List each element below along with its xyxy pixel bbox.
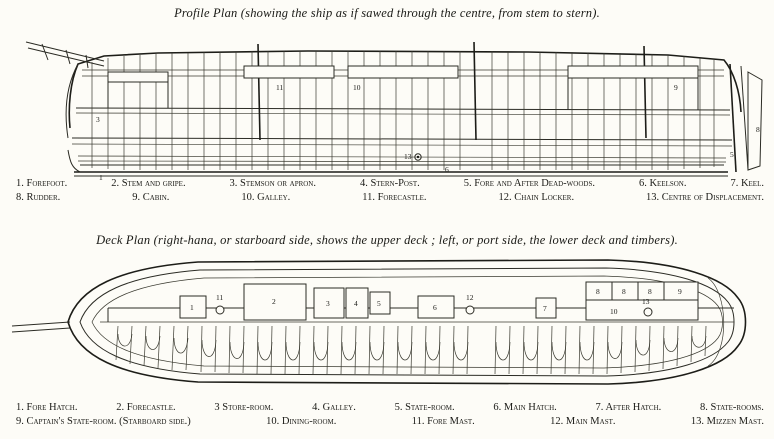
legend-item: 5. Fore and After Dead-woods. <box>463 178 595 189</box>
deck-callout-8b: 8 <box>622 287 626 296</box>
deck-callout-8a: 8 <box>596 287 600 296</box>
deck-callout-6: 6 <box>433 303 437 312</box>
legend-item: 12. Chain Locker. <box>498 192 575 203</box>
legend-item: 1. Fore Hatch. <box>16 402 78 413</box>
deck-callout-10: 10 <box>610 307 618 316</box>
deck-callout-4: 4 <box>354 299 358 308</box>
deck-callout-8c: 8 <box>648 287 652 296</box>
deck-callout-13: 13 <box>642 297 650 306</box>
deck-legend-row-2 <box>16 416 764 427</box>
deck-callout-2: 2 <box>272 297 276 306</box>
legend-item: 10. Galley. <box>241 192 291 203</box>
legend-item: 8. Rudder. <box>16 192 61 203</box>
profile-plan-legend <box>16 178 764 206</box>
profile-plan-drawing <box>8 20 768 182</box>
legend-item: 7. After Hatch. <box>595 402 662 413</box>
legend-item: 4. Galley. <box>312 402 356 413</box>
deck-callout-1: 1 <box>190 303 194 312</box>
deck-plan-legend <box>16 402 764 430</box>
profile-callout-11: 11 <box>276 83 284 92</box>
legend-item: 7. Keel. <box>730 178 764 189</box>
legend-item: 11. Fore Mast. <box>411 416 475 427</box>
legend-item: 5. State-room. <box>394 402 455 413</box>
profile-caption-lead: Profile Plan <box>174 6 238 20</box>
legend-item: 4. Stern-Post. <box>359 178 420 189</box>
legend-item: 9. Cabin. <box>132 192 170 203</box>
profile-callout-3: 3 <box>96 115 100 124</box>
profile-callout-1: 1 <box>99 173 103 182</box>
deck-plan-figure <box>8 248 768 396</box>
legend-item: 2. Stem and gripe. <box>111 178 186 189</box>
profile-callout-13: 13 <box>404 152 412 161</box>
legend-item: 1. Forefoot. <box>16 178 68 189</box>
profile-legend-row-2 <box>16 192 764 203</box>
deck-plan-drawing <box>8 248 768 396</box>
legend-item: 3. Stemson or apron. <box>229 178 316 189</box>
legend-item: 11. Forecastle. <box>362 192 427 203</box>
legend-item: 2. Forecastle. <box>116 402 176 413</box>
profile-callout-6: 6 <box>445 165 449 174</box>
deck-callout-3: 3 <box>326 299 330 308</box>
profile-plan-caption <box>0 6 774 21</box>
profile-callout-8: 8 <box>756 125 760 134</box>
deck-plan-caption <box>0 233 774 248</box>
deck-legend-row-1 <box>16 402 764 413</box>
profile-legend-row-1 <box>16 178 764 189</box>
profile-plan-figure <box>8 20 768 182</box>
legend-item: 9. Captain's State-room. (Starboard side.) <box>16 416 191 427</box>
profile-callout-5: 5 <box>730 150 734 159</box>
legend-item: 8. State-rooms. <box>700 402 764 413</box>
deck-callout-9: 9 <box>678 287 682 296</box>
deck-callout-5: 5 <box>377 299 381 308</box>
deck-caption-rest: (right-hana, or starboard side, shows the upper deck ; left, or port side, the lower deck and timbers). <box>153 233 678 247</box>
legend-item: 10. Dining-room. <box>266 416 337 427</box>
deck-callout-7: 7 <box>543 304 547 313</box>
profile-callout-10: 10 <box>353 83 361 92</box>
profile-caption-rest: (showing the ship as if sawed through the centre, from stem to stern). <box>240 6 600 20</box>
legend-item: 3 Store-room. <box>214 402 274 413</box>
legend-item: 6. Main Hatch. <box>493 402 557 413</box>
legend-item: 6. Keelson. <box>638 178 687 189</box>
legend-item: 13. Mizzen Mast. <box>690 416 764 427</box>
profile-callout-9: 9 <box>674 83 678 92</box>
deck-caption-lead: Deck Plan <box>96 233 151 247</box>
legend-item: 13. Centre of Displacement. <box>646 192 764 203</box>
legend-item: 12. Main Mast. <box>550 416 616 427</box>
deck-callout-11: 11 <box>216 293 224 302</box>
deck-callout-12: 12 <box>466 293 474 302</box>
